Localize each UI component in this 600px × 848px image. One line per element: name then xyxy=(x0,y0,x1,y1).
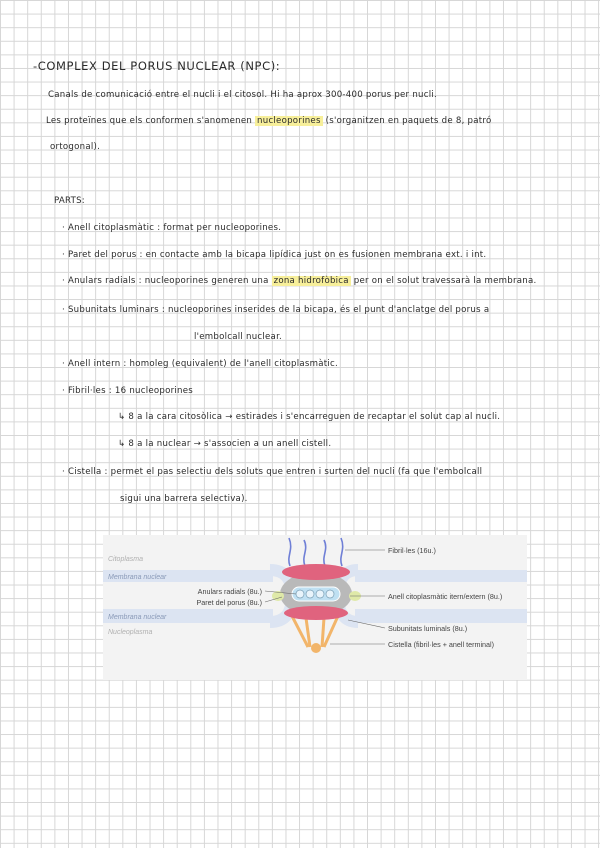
highlight-nucleoporines: nucleoporines xyxy=(257,116,321,126)
radial-unit-4 xyxy=(326,590,334,598)
highlight-zona-hidrofobica: zona hidrofòbica xyxy=(273,276,349,286)
intro-line-2-rest: (s'organitzen en paquets de 8, patró xyxy=(322,116,492,126)
basket-strand-3 xyxy=(322,618,324,647)
label-anell: Anell citoplasmàtic itern/extern (8u.) xyxy=(388,592,503,601)
label-membrana-bottom: Membrana nuclear xyxy=(108,614,167,621)
label-nucleoplasma: Nucleoplasma xyxy=(108,629,153,636)
label-citoplasma: Citoplasma xyxy=(108,556,144,563)
radial-unit-2 xyxy=(306,590,314,598)
part-cistella: · Cistella : permet el pas selectiu dels soluts que entren i surten del nucli (fa que l'embolcall xyxy=(62,467,483,477)
intro-line-2-text: Les proteïnes que els conformen s'anomenen xyxy=(46,116,256,126)
label-cistella: Cistella (fibril·les + anell terminal) xyxy=(388,640,495,649)
part-cistella-cont: sigui una barrera selectiva). xyxy=(120,494,248,504)
radial-unit-3 xyxy=(316,590,324,598)
fibril-3 xyxy=(324,540,326,566)
part-fibriles-nuclear: ↳ 8 a la nuclear → s'associen a un anell cistell. xyxy=(118,439,332,449)
label-subunitats: Subunitats luminals (8u.) xyxy=(388,624,468,633)
part-fibriles-citosolica: ↳ 8 a la cara citosòlica → estirades i s'encarreguen de recaptar el solut cap al nucli. xyxy=(118,412,501,422)
label-anulars: Anulars radials (8u.) xyxy=(197,587,262,596)
part-fibriles: · Fibril·les : 16 nucleoporines xyxy=(62,386,193,396)
label-fibriles: Fibril·les (16u.) xyxy=(388,546,436,555)
part-paret-porus: · Paret del porus : en contacte amb la bicapa lipídica just on es fusionen membrana ext. i int. xyxy=(62,250,487,260)
cytoplasmic-ring xyxy=(282,564,350,580)
label-membrana-top: Membrana nuclear xyxy=(108,574,167,581)
fibril-2 xyxy=(304,540,306,566)
membrane-bottom-right xyxy=(355,609,527,623)
inner-ring xyxy=(284,606,348,620)
fibril-4 xyxy=(341,538,343,566)
membrane-top-right xyxy=(355,570,527,582)
part-subunitats-luminars-cont: l'embolcall nuclear. xyxy=(194,332,283,342)
part-anell-intern: · Anell intern : homoleg (equivalent) de l'anell citoplasmàtic. xyxy=(62,359,338,369)
intro-line-3: ortogonal). xyxy=(50,142,101,152)
basket-terminal-ring xyxy=(311,643,321,653)
part-subunitats-luminars: · Subunitats luminars : nucleoporines inserides de la bicapa, és el punt d'anclatge del porus a xyxy=(62,305,490,315)
fibril-1 xyxy=(289,538,291,566)
part-anell-citoplasmatic: · Anell citoplasmàtic : format per nucleoporines. xyxy=(62,223,282,233)
basket-strand-4 xyxy=(324,616,338,647)
label-paret: Paret del porus (8u.) xyxy=(196,598,262,607)
parts-heading: PARTS: xyxy=(54,196,85,206)
page-heading: -COMPLEX DEL PORUS NUCLEAR (NPC): xyxy=(33,59,281,73)
part-anulars-rest: per on el solut travessarà la membrana. xyxy=(350,276,537,286)
radial-unit-1 xyxy=(296,590,304,598)
part-anulars-text: · Anulars radials : nucleoporines generen una xyxy=(62,276,272,286)
intro-line-1: Canals de comunicació entre el nucli i el citosol. Hi ha aprox 300-400 porus per nucli. xyxy=(48,90,437,100)
